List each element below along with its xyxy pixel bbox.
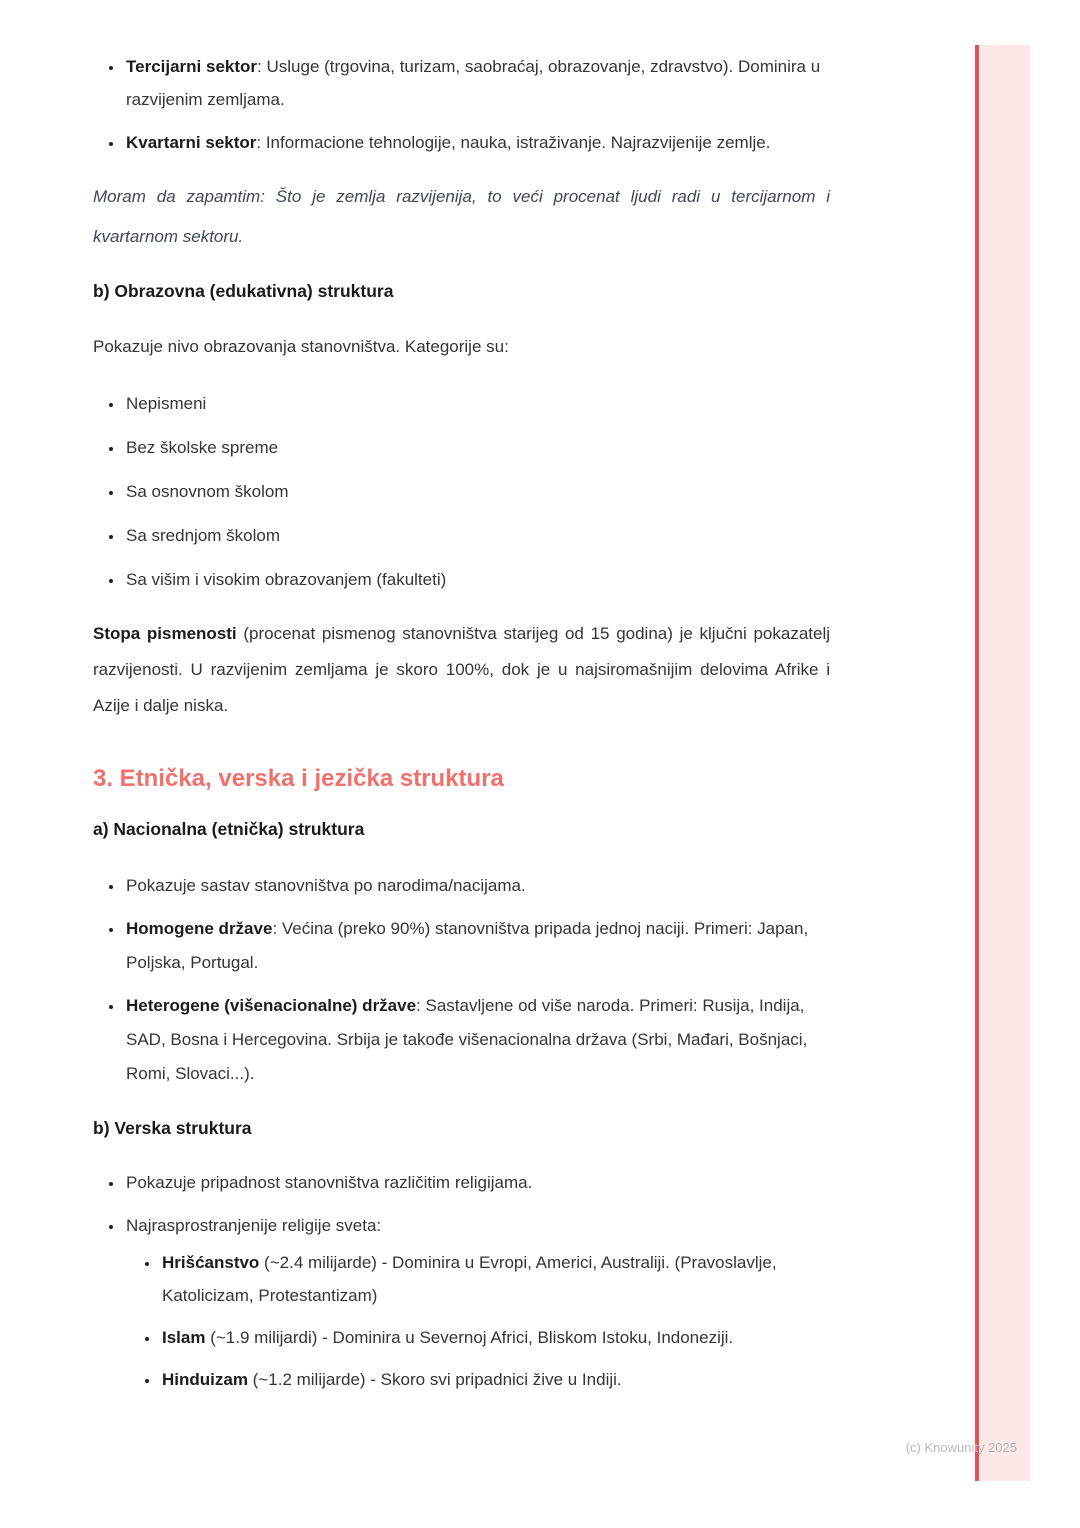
- section-3-heading: 3. Etnička, verska i jezička struktura: [93, 765, 504, 792]
- bold-term: Heterogene (višenacionalne) države: [126, 996, 417, 1015]
- education-structure-heading: b) Obrazovna (edukativna) struktura: [93, 281, 394, 301]
- education-intro: Pokazuje nivo obrazovanja stanovništva. Kategorije su:: [93, 337, 509, 356]
- list-item: [124, 126, 830, 159]
- bold-term: Stopa pismenosti: [93, 624, 237, 643]
- list-item: [160, 1246, 830, 1312]
- list-item: • Pokazuje pripadnost stanovništva različitim religijama.: [124, 1166, 830, 1199]
- bold-term: Hinduizam: [162, 1370, 248, 1389]
- list-item: • Nepismeni: [124, 387, 830, 420]
- list-item: [160, 1363, 830, 1396]
- list-item: [124, 50, 830, 116]
- religious-structure-heading: b) Verska struktura: [93, 1118, 252, 1138]
- list-item: • Pokazuje sastav stanovništva po narodima/nacijama.: [124, 869, 830, 903]
- note-paragraph: Moram da zapamtim: Što je zemlja razvijenija, to veći procenat ljudi radi u tercijarnom i kvartarnom sektoru.: [93, 187, 830, 246]
- list-item: • Sa višim i visokim obrazovanjem (fakulteti): [124, 563, 830, 596]
- list-item: • Sa srednjom školom: [124, 519, 830, 552]
- list-item-text: (~1.2 milijarde) - Skoro svi pripadnici žive u Indiji.: [247, 1370, 622, 1389]
- list-item-text: Najrasprostranjenije religije sveta:: [126, 1216, 382, 1235]
- list-item-text: (~2.4 milijarde) - Dominira u Evropi, Americi, Australiji. (Pravoslavlje, Katolicizam, Protestantizam): [162, 1253, 777, 1305]
- bold-term: Islam: [162, 1328, 206, 1347]
- list-item-text: (~1.9 milijardi) - Dominira u Severnoj Africi, Bliskom Istoku, Indoneziji.: [205, 1328, 734, 1347]
- list-item-text: : Informacione tehnologije, nauka, istraživanje. Najrazvijenije zemlje.: [256, 133, 771, 152]
- watermark: (c) Knowunity 2025: [905, 1440, 1017, 1455]
- list-item: [124, 912, 830, 980]
- list-item-text: : Sastavljene od više naroda. Primeri: Rusija, Indija, SAD, Bosna i Hercegovina. Srbija je takođe višenacionalna država (Srbi, Mađari, Bošnjaci, Romi, Slovaci...).: [126, 996, 808, 1083]
- paragraph-text: (procenat pismenog stanovništva starijeg od 15 godina) je ključni pokazatelj razvijenosti. U razvijenim zemljama je skoro 100%, dok je u najsiromašnijim delovima Afrike i Azije i dalje niska.: [93, 624, 831, 715]
- list-item: [160, 1321, 830, 1354]
- list-item: [124, 989, 830, 1091]
- document-content: [93, 50, 830, 1396]
- list-item-text: : Većina (preko 90%) stanovništva pripada jednoj naciji. Primeri: Japan, Poljska, Portugal.: [126, 919, 809, 972]
- education-category-list: [93, 387, 830, 596]
- list-item: • Sa osnovnom školom: [124, 475, 830, 508]
- list-item: [124, 1209, 830, 1396]
- bold-term: Tercijarni sektor: [126, 57, 258, 76]
- religion-list: [93, 1166, 830, 1396]
- ethnic-structure-heading: a) Nacionalna (etnička) struktura: [93, 819, 365, 839]
- ethnic-structure-list: [93, 869, 830, 1091]
- bold-term: Hrišćanstvo: [162, 1253, 260, 1272]
- right-accent-strip: [975, 45, 1030, 1481]
- list-item: • Bez školske spreme: [124, 431, 830, 464]
- literacy-paragraph: [93, 616, 830, 724]
- bold-term: Kvartarni sektor: [126, 133, 257, 152]
- list-item-text: : Usluge (trgovina, turizam, saobraćaj, obrazovanje, zdravstvo). Dominira u razvijenim zemljama.: [126, 57, 821, 109]
- religion-nested-list: [126, 1246, 830, 1396]
- bold-term: Homogene države: [126, 919, 273, 938]
- sector-list: [93, 50, 830, 159]
